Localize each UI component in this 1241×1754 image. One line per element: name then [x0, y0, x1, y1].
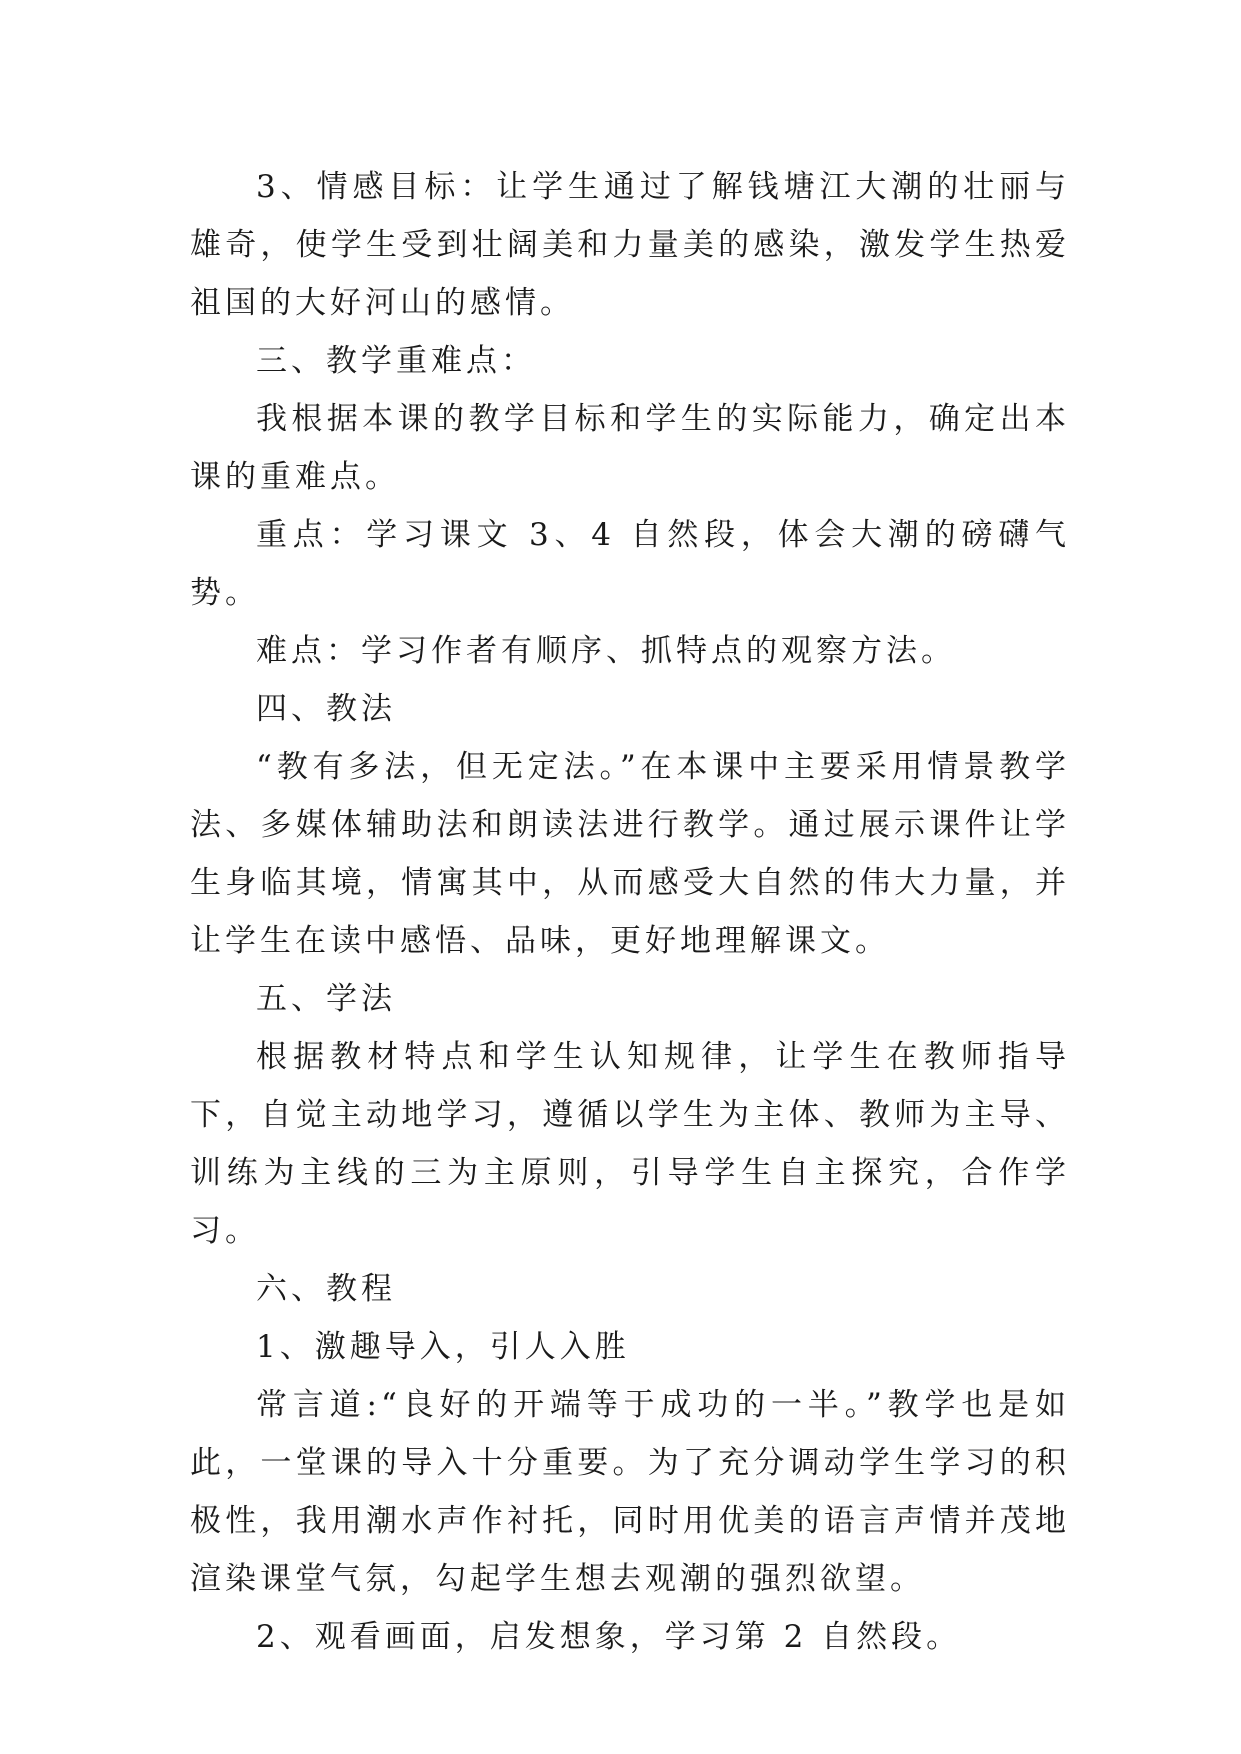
paragraph-emotional-goal: 3、情感目标：让学生通过了解钱塘江大潮的壮丽与雄奇，使学生受到壮阔美和力量美的感染，激发学生热爱祖国的大好河山的感情。: [190, 169, 1070, 321]
heading-teaching-method: 四、教法: [256, 691, 396, 727]
heading-teaching-process: 六、教程: [256, 1271, 396, 1307]
paragraph-step-1: 常言道:“良好的开端等于成功的一半。”教学也是如此，一堂课的导入十分重要。为了充分调动学生学习的积极性，我用潮水声作衬托，同时用优美的语言声情并茂地渲染课堂气氛，勾起学生想去观潮的强烈欲望。: [190, 1387, 1070, 1597]
paragraph-learning-method: 根据教材特点和学生认知规律，让学生在教师指导下，自觉主动地学习，遵循以学生为主体、教师为主导、训练为主线的三为主原则，引导学生自主探究，合作学习。: [190, 1039, 1070, 1249]
paragraph-key-difficulties-intro: 我根据本课的教学目标和学生的实际能力，确定出本课的重难点。: [190, 401, 1070, 495]
paragraph-key-point: 重点：学习课文 3、4 自然段，体会大潮的磅礴气势。: [190, 517, 1070, 611]
heading-learning-method: 五、学法: [256, 981, 396, 1017]
paragraph-teaching-method: “教有多法，但无定法。”在本课中主要采用情景教学法、多媒体辅助法和朗读法进行教学。通过展示课件让学生身临其境，情寓其中，从而感受大自然的伟大力量，并让学生在读中感悟、品味，更好地理解课文。: [190, 749, 1070, 959]
document-body: [190, 158, 1070, 1666]
subheading-step-2: 2、观看画面，启发想象，学习第 2 自然段。: [256, 1619, 962, 1655]
heading-key-difficulties: 三、教学重难点：: [256, 343, 536, 379]
subheading-step-1: 1、激趣导入，引人入胜: [256, 1329, 630, 1365]
paragraph-difficult-point: 难点：学习作者有顺序、抓特点的观察方法。: [256, 633, 956, 669]
